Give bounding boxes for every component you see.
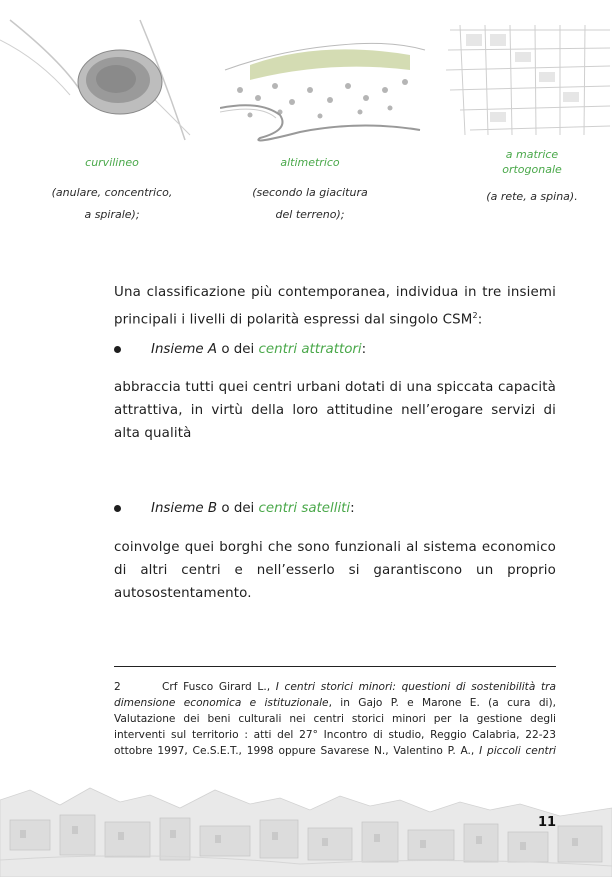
townscape-sketch-image xyxy=(0,760,612,877)
intro-text: Una classificazione più contemporanea, individua in tre insiemi principali i livelli di polarità espressi dal singolo CSM xyxy=(114,285,556,328)
set-connector: o dei xyxy=(217,342,259,357)
subtitle-line: (a rete, a spina). xyxy=(486,190,578,203)
altimetric-plan-icon xyxy=(220,20,430,150)
figure-caption-curvilinear xyxy=(40,155,184,226)
bullet-text xyxy=(151,340,366,360)
set-connector: o dei xyxy=(217,501,259,516)
intro-paragraph xyxy=(114,281,556,331)
set-colon: : xyxy=(361,342,367,357)
subtitle-line: del terreno); xyxy=(275,208,345,221)
figure-caption-orthogonal xyxy=(470,147,594,208)
figure-title: altimetrico xyxy=(280,156,340,169)
set-label: Insieme B xyxy=(151,501,218,516)
subtitle-line: (secondo la giacitura xyxy=(252,186,368,199)
bullet-dot xyxy=(114,505,121,512)
curvilinear-plan-icon xyxy=(0,0,200,150)
intro-end: : xyxy=(477,312,483,328)
figure-caption-altimetric xyxy=(240,155,380,226)
bullet-text xyxy=(151,499,355,519)
set-label: Insieme A xyxy=(151,342,218,357)
footnote-ref[interactable]: 2 xyxy=(472,311,478,320)
footnote-title: I centri storici minori: questioni di sostenibilità tra dimensione economica e istituzionale xyxy=(114,681,556,709)
title-line: a matrice xyxy=(505,148,559,161)
set-a-description: abbraccia tutti quei centri urbani dotati di una spiccata capacità attrattiva, in virtù della loro attitudine nell’erogare servizi di alta qualità xyxy=(114,380,556,441)
figure-title xyxy=(470,147,594,177)
grid-plan-icon xyxy=(440,20,612,140)
set-term: centri satelliti xyxy=(258,501,351,516)
footnote-text: , in Gajo P. e Marone E. (a cura di), Valutazione dei beni culturali nei centri storici minori per la gestione degli interventi sul territorio : atti del 27° Incontro di studio, Reggio Calabria, 22-23 ottobre 1997, Ce.S.E.T., 1998 oppure Savarese N., Valentino P. A., xyxy=(114,697,556,757)
footnote-text: Crf Fusco Girard L., xyxy=(162,681,276,693)
set-colon: : xyxy=(350,501,355,516)
subtitle-line: a spirale); xyxy=(84,208,140,221)
title-line: ortogonale xyxy=(502,163,562,176)
footnote-number: 2 xyxy=(114,681,121,693)
footnote-divider xyxy=(114,666,556,667)
set-b-description: coinvolge quei borghi che sono funzionali al sistema economico di altri centri e nell’esserlo si garantiscono un proprio autosostentamento. xyxy=(114,540,556,601)
figure-title: curvilineo xyxy=(85,156,139,169)
subtitle-line: (anulare, concentrico, xyxy=(51,186,173,199)
figure-subtitle xyxy=(470,186,594,208)
figure-subtitle xyxy=(240,182,380,226)
page-number: 11 xyxy=(538,815,557,830)
set-term: centri attrattori xyxy=(258,342,362,357)
bullet-dot xyxy=(114,346,121,353)
figure-subtitle xyxy=(40,182,184,226)
footnote-title: I piccoli centri xyxy=(479,745,556,757)
